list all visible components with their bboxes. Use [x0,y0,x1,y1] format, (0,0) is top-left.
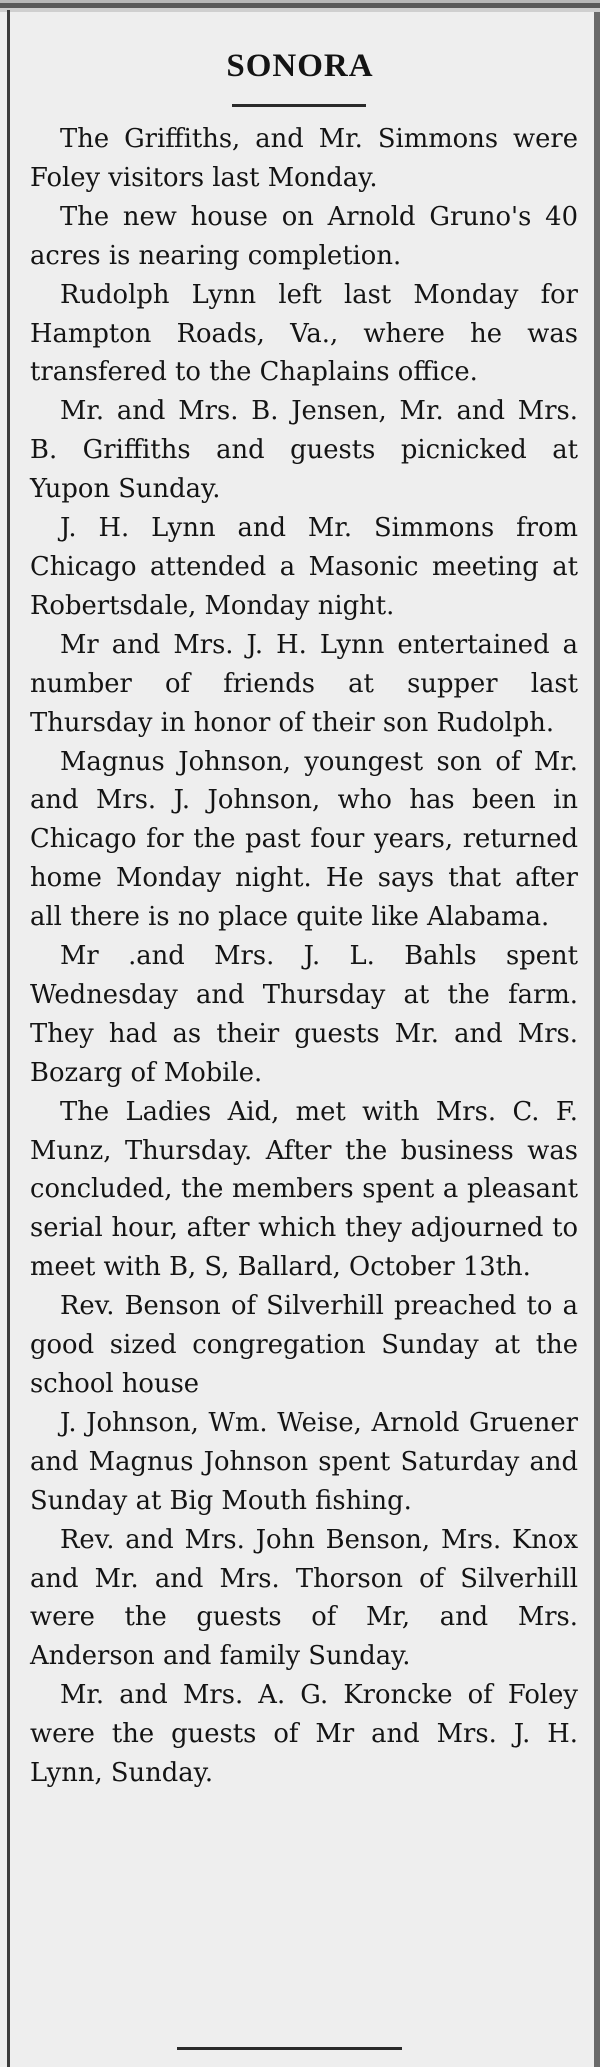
news-item: Mr .and Mrs. J. L. Bahls spent Wednesday and Thursday at the farm. They had as their guests Mr. and Mrs. Bozarg of Mobile. [30,941,578,1088]
top-border-rule [0,0,600,12]
closing-rule [177,2047,402,2050]
news-item: Magnus Johnson, youngest son of Mr. and Mrs. J. Johnson, who has been in Chicago for the past four years, returned home Monday night. He says that after all there is no place quite like Alabama. [30,746,578,933]
right-column-rule [594,12,600,2067]
left-column-rule [7,10,10,2067]
news-item: Rudolph Lynn left last Monday for Hampton Roads, Va., where he was transfered to the Chaplains office. [30,279,578,388]
news-item: Mr. and Mrs. A. G. Kroncke of Foley were the guests of Mr and Mrs. J. H. Lynn, Sunday. [30,1680,578,1789]
column-heading: SONORA [226,48,374,84]
news-item: Mr. and Mrs. B. Jensen, Mr. and Mrs. B. Griffiths and guests picnicked at Yupon Sunday. [30,396,578,505]
news-item: The Griffiths, and Mr. Simmons were Foley visitors last Monday. [30,124,578,193]
news-item: The new house on Arnold Gruno's 40 acres is nearing completion. [30,201,578,271]
news-item: The Ladies Aid, met with Mrs. C. F. Munz, Thursday. After the business was concluded, the members spent a pleasant serial hour, after which they adjourned to meet with B, S, Ballard, October 13th. [30,1096,578,1283]
news-item: Rev. and Mrs. John Benson, Mrs. Knox and Mr. and Mrs. Thorson of Silverhill were the guests of Mr, and Mrs. Anderson and family Sunday. [30,1524,578,1672]
heading-underline [232,104,366,107]
news-item: Rev. Benson of Silverhill preached to a good sized congregation Sunday at the school house [30,1291,578,1399]
news-item: Mr and Mrs. J. H. Lynn entertained a number of friends at supper last Thursday in honor of their son Rudolph. [30,629,578,738]
news-item: J. Johnson, Wm. Weise, Arnold Gruener and Magnus Johnson spent Saturday and Sunday at Big Mouth fishing. [30,1407,578,1516]
news-item: J. H. Lynn and Mr. Simmons from Chicago attended a Masonic meeting at Robertsdale, Monday night. [30,513,578,621]
news-items [30,120,578,1793]
